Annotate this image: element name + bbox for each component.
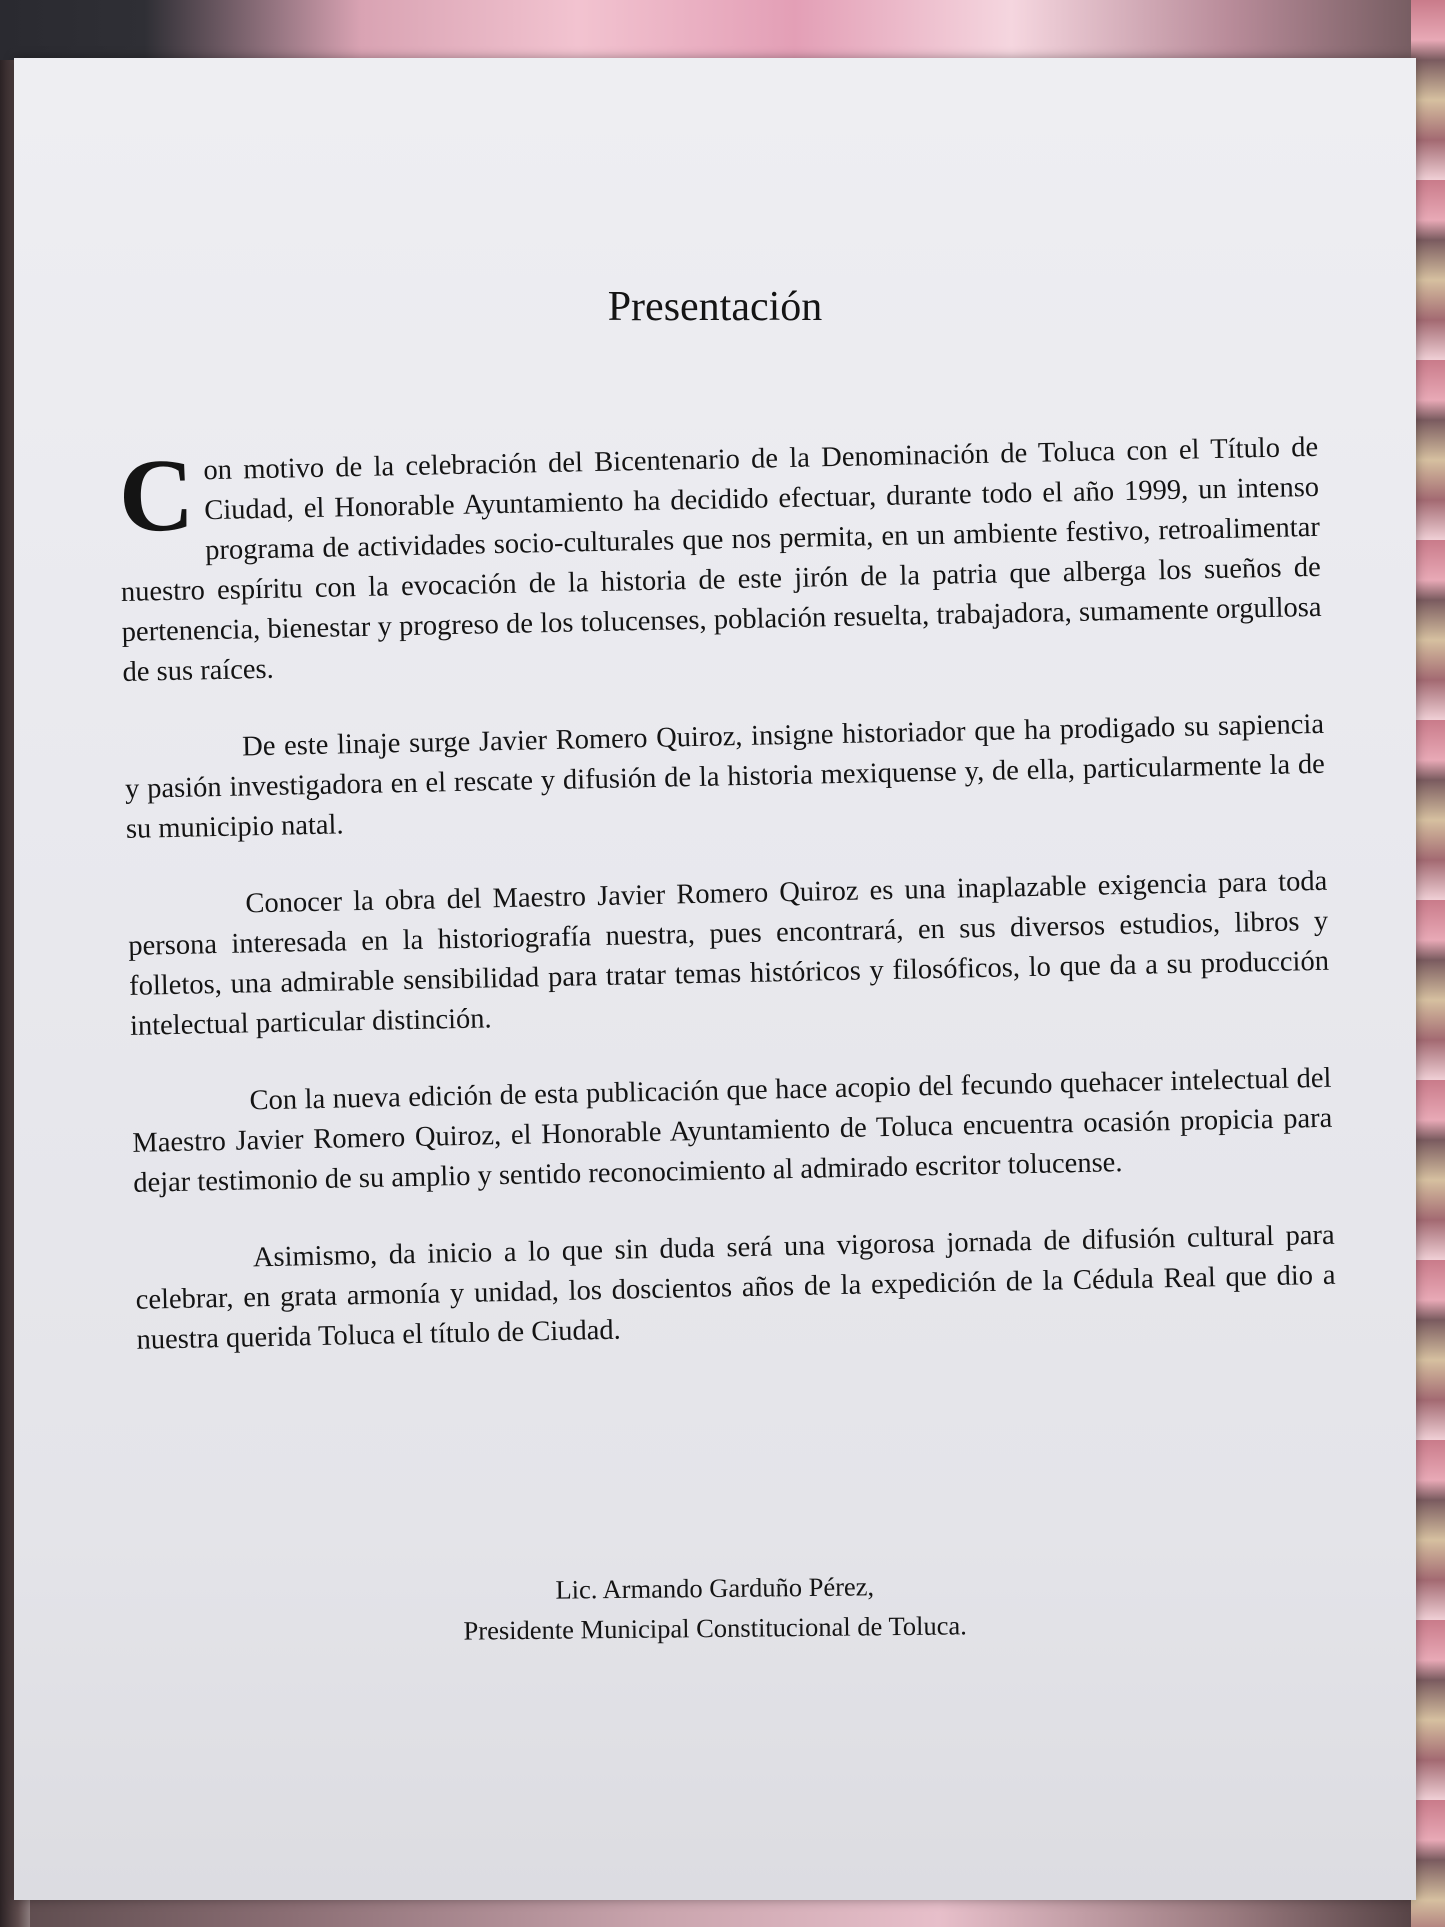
paragraph-5: Asimismo, da inicio a lo que sin duda será una vigorosa jornada de difusión cultural para celebrar, en grata armonía y unidad, los doscientos años de la expedición de la Cédula Real que dio a nuestra querida Toluca el título de Ciudad. [135,1219,1336,1356]
signature-role: Presidente Municipal Constitucional de Toluca. [463,1610,967,1646]
document-body [118,428,1338,1398]
signature-name: Lic. Armando Garduño Pérez, [555,1571,875,1605]
paragraph-2: De este linaje surge Javier Romero Quiroz, insigne historiador que ha prodigado su sapiencia y pasión investigadora en el rescate y difusión de la historia mexiquense y, de ella, particularmente la de su municipio natal. [124,708,1326,845]
document-page [14,58,1416,1900]
paragraph-3: Conocer la obra del Maestro Javier Romero Quiroz es una inaplazable exigencia para toda persona interesada en la historiografía nuestra, pues encontrará, en sus diversos estudios, libros y folletos, una admirable sensibilidad para tratar temas históricos y filosóficos, lo que da a su producción intelectual particular distinción. [128,865,1330,1042]
drop-cap: C [117,437,196,554]
paragraph-1-text: on motivo de la celebración del Bicentenario de la Denominación de Toluca con el Título de Ciudad, el Honorable Ayuntamiento ha decidido efectuar, durante todo el año 1999, un intenso programa de actividades socio-culturales que nos permita, en un ambiente festivo, retroalimentar nuestro espíritu con la evocación de la historia de este jirón de la patria que alberga los sueños de pertenencia, bienestar y progreso de los tolucenses, población resuelta, trabajadora, sumamente orgullosa de sus raíces. [120,431,1322,688]
paragraph-1 [118,428,1323,693]
page-title: Presentación [607,284,823,330]
signature-block [14,1561,1417,1656]
paragraph-4: Con la nueva edición de esta publicación que hace acopio del fecundo quehacer intelectual del Maestro Javier Romero Quiroz, el Honorable Ayuntamiento de Toluca encuentra ocasión propicia para dejar testimonio de su amplio y sentido reconocimiento al admirado escritor tolucense. [132,1062,1333,1199]
